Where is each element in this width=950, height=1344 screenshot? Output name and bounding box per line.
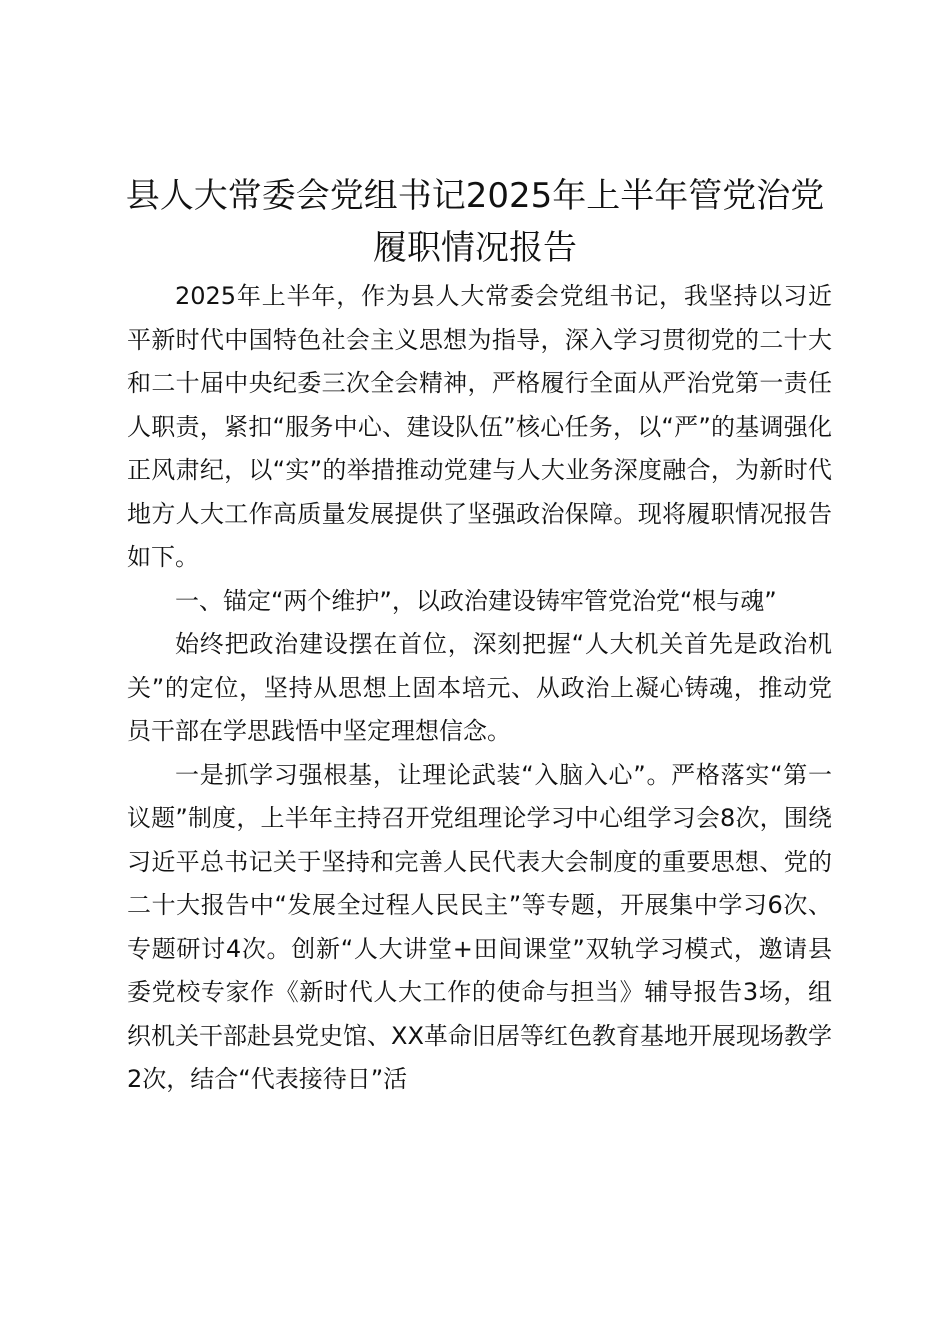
section-1-point-1-paragraph: 一是抓学习强根基，让理论武装“入脑入心”。严格落实“第一议题”制度，上半年主持召开党组理论学习中心组学习会8次，围绕习近平总书记关于坚持和完善人民代表大会制度的重要思想、党的二十大报告中“发展全过程人民民主”等专题，开展集中学习6次、专题研讨4次。创新“人大讲堂+田间课堂”双轨学习模式，邀请县委党校专家作《新时代人大工作的使命与担当》辅导报告3场，组织机关干部赴县党史馆、XX革命旧居等红色教育基地开展现场教学2次，结合“代表接待日”活 xyxy=(127,760,832,1093)
document-title: 县人大常委会党组书记2025年上半年管党治党履职情况报告 xyxy=(125,176,825,268)
section-heading-1: 一、锚定“两个维护”，以政治建设铸牢管党治党“根与魂” xyxy=(175,586,777,615)
section-1-paragraph: 始终把政治建设摆在首位，深刻把握“人大机关首先是政治机关”的定位，坚持从思想上固本培元、从政治上凝心铸魂，推动党员干部在学思践悟中坚定理想信念。 xyxy=(127,630,832,745)
intro-paragraph: 2025年上半年，作为县人大常委会党组书记，我坚持以习近平新时代中国特色社会主义思想为指导，深入学习贯彻党的二十大和二十届中央纪委三次全会精神，严格履行全面从严治党第一责任人职责，紧扣“服务中心、建设队伍”核心任务，以“严”的基调强化正风肃纪，以“实”的举措推动党建与人大业务深度融合，为新时代地方人大工作高质量发展提供了坚强政治保障。现将履职情况报告如下。 xyxy=(127,282,832,571)
document-body xyxy=(127,275,832,1102)
